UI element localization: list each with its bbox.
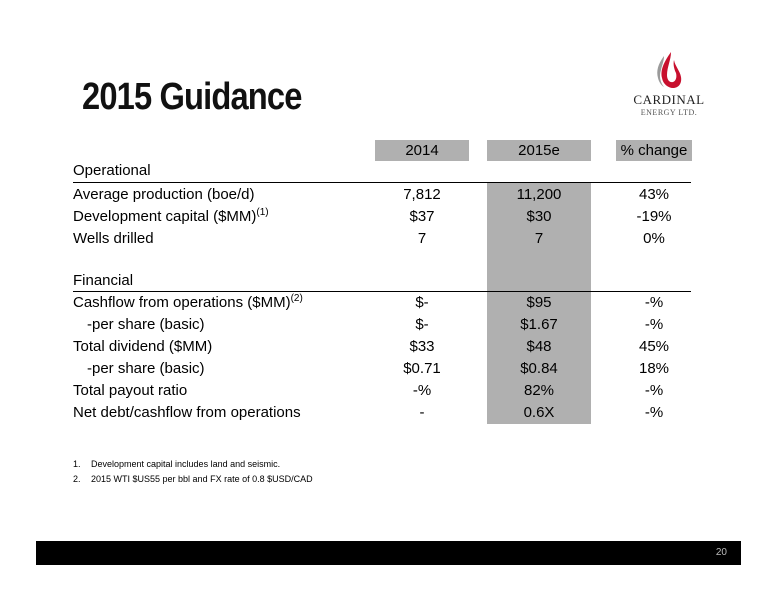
value-change: -%	[644, 382, 664, 399]
logo-subtitle: ENERGY LTD.	[640, 108, 698, 117]
value-2014: 7,812	[403, 186, 441, 203]
section-heading-row	[73, 270, 691, 292]
value-2015e: $95	[526, 294, 552, 311]
row-label: Cashflow from operations ($MM)$^{(2)}$	[73, 293, 303, 311]
value-2014: -	[419, 404, 425, 421]
value-2014: $37	[409, 208, 435, 225]
value-2015e: 82%	[523, 382, 555, 399]
table-row	[73, 314, 691, 336]
row-label: Net debt/cashflow from operations	[73, 404, 301, 421]
row-label: Wells drilled	[73, 230, 154, 247]
value-2014: -%	[412, 382, 432, 399]
column-header-2015e: 2015e	[487, 140, 591, 161]
row-label: Total payout ratio	[73, 382, 188, 399]
footnote-ref: (1)	[256, 207, 269, 218]
section-divider	[73, 182, 691, 183]
table-row	[73, 292, 691, 314]
footnote: 2. 2015 WTI $US55 per bbl and FX rate of 0.8 $USD/CAD	[73, 474, 313, 484]
row-label: Total dividend ($MM)	[73, 338, 213, 355]
value-change: -%	[644, 404, 664, 421]
value-2014: $-	[415, 294, 429, 311]
value-change: -%	[644, 316, 664, 333]
value-2014: $0.71	[403, 360, 441, 377]
value-change: 43%	[638, 186, 670, 203]
value-change: -%	[644, 294, 664, 311]
column-header-change: % change	[616, 140, 692, 161]
footnotes	[73, 457, 313, 487]
table-row	[73, 380, 691, 402]
slide-title: 2015 Guidance	[82, 76, 302, 118]
flame-logo-icon	[624, 50, 714, 92]
value-2015e: 0.6X	[523, 404, 555, 421]
value-change: 45%	[638, 338, 670, 355]
footnote-ref: (2)	[290, 293, 303, 304]
value-2014: $-	[415, 316, 429, 333]
table-row	[73, 206, 691, 228]
row-label: Development capital ($MM)$^{(1)}$	[73, 207, 269, 225]
cardinal-logo	[624, 50, 714, 125]
page-number: 20	[715, 547, 727, 558]
row-label: -per share (basic)	[87, 316, 205, 333]
table-row	[73, 184, 691, 206]
footnote: 1. Development capital includes land and seismic.	[73, 459, 281, 469]
value-2015e: $1.67	[520, 316, 558, 333]
value-change: 18%	[638, 360, 670, 377]
footer-bar	[36, 541, 741, 565]
value-2015e: 11,200	[516, 186, 562, 203]
value-2015e: $30	[526, 208, 552, 225]
value-2014: 7	[417, 230, 427, 247]
row-label: -per share (basic)	[87, 360, 205, 377]
value-2014: $33	[409, 338, 435, 355]
section-heading-financial: Financial	[73, 272, 134, 289]
value-2015e: $0.84	[520, 360, 558, 377]
column-header-2014: 2014	[375, 140, 469, 161]
table-row	[73, 336, 691, 358]
logo-wordmark: CARDINAL	[633, 92, 705, 107]
value-change: 0%	[643, 230, 665, 247]
section-heading-row	[73, 160, 691, 182]
table-row	[73, 402, 691, 424]
value-2015e: $48	[526, 338, 552, 355]
table-row	[73, 358, 691, 380]
row-label: Average production (boe/d)	[73, 186, 255, 203]
value-2015e: 7	[534, 230, 544, 247]
section-heading-operational: Operational	[73, 162, 151, 179]
value-change: -19%	[636, 208, 672, 225]
table-row	[73, 228, 691, 250]
